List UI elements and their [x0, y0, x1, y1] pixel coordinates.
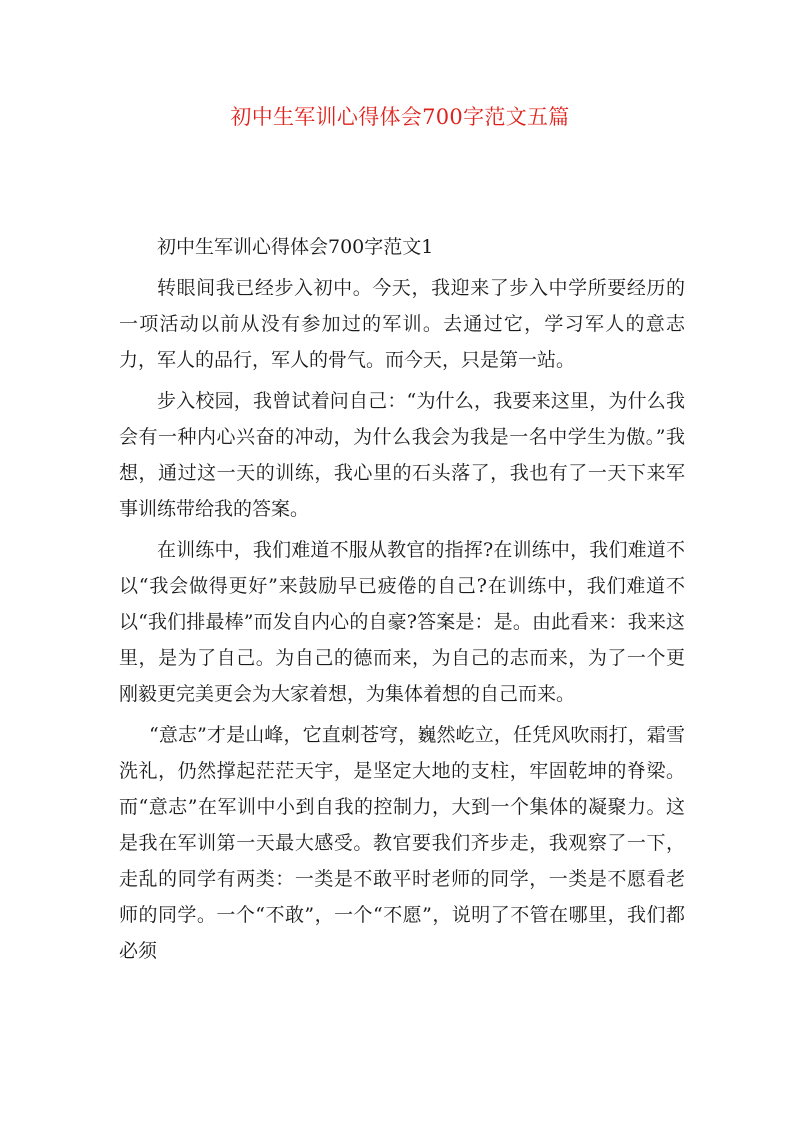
document-body: [119, 229, 685, 974]
document-title: 初中生军训心得体会700字范文五篇: [230, 105, 570, 129]
paragraph-4: “意志”才是山峰，它直刺苍穹，巍然屹立，任凭风吹雨打，霜雪洗礼，仍然撑起茫茫天宇，是坚定大地的支柱，牢固乾坤的脊梁。而“意志”在军训中小到自我的控制力，大到一个集体的凝聚力。这是我在军训第一天最大感受。教官要我们齐步走，我观察了一下，走乱的同学有两类：一类是不敢平时老师的同学，一类是不愿看老师的同学。一个“不敢”，一个“不愿”，说明了不管在哪里，我们都必须: [119, 724, 685, 962]
paragraph-3: 在训练中，我们难道不服从教官的指挥?在训练中，我们难道不以“我会做得更好”来鼓励早已疲倦的自己?在训练中，我们难道不以“我们排最棒”而发自内心的自豪?答案是：是。由此看来：我来这里，是为了自己。为自己的德而来，为自己的志而来，为了一个更刚毅更完美更会为大家着想，为集体着想的自己而来。: [119, 539, 685, 705]
paragraph-1: 转眼间我已经步入初中。今天，我迎来了步入中学所要经历的一项活动以前从没有参加过的军训。去通过它，学习军人的意志力，军人的品行，军人的骨气。而今天，只是第一站。: [119, 277, 685, 371]
section-subtitle: 初中生军训心得体会700字范文1: [157, 236, 434, 258]
paragraph-2: 步入校园，我曾试着问自己：“为什么，我要来这里，为什么我会有一种内心兴奋的冲动，为什么我会为我是一名中学生为傲。”我想，通过这一天的训练，我心里的石头落了，我也有了一天下来军事训练带给我的答案。: [119, 390, 685, 520]
